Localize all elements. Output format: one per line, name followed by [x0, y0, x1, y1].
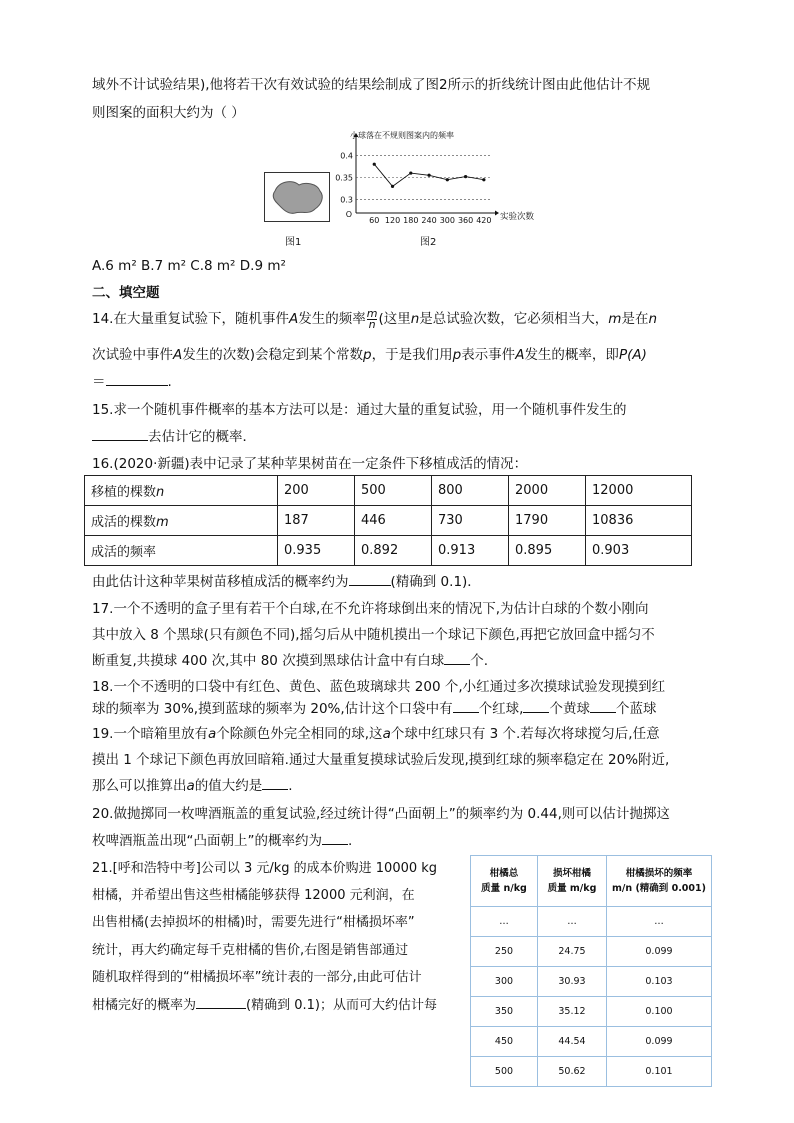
q16-after [92, 570, 481, 590]
q14-line2 [92, 343, 647, 363]
table-header-cell: 柑橘损坏的频率 m/n (精确到 0.001) [607, 856, 712, 907]
q16-text: 由此估计这种苹果树苗移植成活的概率约为 [92, 574, 349, 590]
table-cell: 30.93 [538, 967, 607, 997]
table-cell: 500 [355, 476, 432, 506]
q21-line2: 柑橘，并希望出售这些柑橘能够获得 12000 元利润，在 [92, 888, 415, 903]
q19-text: 的值大约是 [194, 778, 263, 794]
q21-text: (精确到 0.1)；从而可大约估计每 [246, 998, 437, 1013]
table-row [85, 476, 692, 506]
data-point [409, 171, 412, 174]
table-cell: 187 [278, 506, 355, 536]
table-cell: 0.103 [607, 967, 712, 997]
q14-text: 是总试验次数，它必须相当大， [419, 311, 609, 327]
q20-text: 枚啤酒瓶盖出现“凸面朝上”的概率约为 [92, 833, 322, 849]
table-cell: 0.101 [607, 1057, 712, 1087]
figure-1 [264, 172, 330, 222]
q17-text: 个. [470, 653, 488, 669]
q19-text: . [288, 778, 293, 794]
data-point [464, 175, 467, 178]
q18-yellow-blank[interactable] [523, 700, 549, 713]
table-cell: 730 [432, 506, 509, 536]
data-point [373, 163, 376, 166]
table-cell: 800 [432, 476, 509, 506]
table-row [471, 967, 712, 997]
table-cell: 0.099 [607, 1027, 712, 1057]
q17-answer-blank[interactable] [444, 652, 470, 665]
figure-2-label: 图2 [420, 237, 437, 248]
figure-1-label: 图1 [285, 237, 302, 248]
q14-text: 发生的频率 [298, 311, 366, 327]
q14-line3 [92, 370, 172, 390]
q15-line2 [92, 425, 256, 445]
table-cell: 250 [471, 937, 538, 967]
table-cell: 0.892 [355, 536, 432, 566]
q19-var-a: a [207, 726, 217, 742]
data-point [391, 185, 394, 188]
data-point [446, 178, 449, 181]
table-header-row [471, 856, 712, 907]
q19-line3 [92, 774, 293, 794]
table-row [471, 907, 712, 937]
q18-text: 球的频率为 30%,摸到蓝球的频率为 20%,估计这个口袋中有 [92, 701, 453, 717]
x-tick-label: 180 [403, 216, 419, 225]
q21-line1: 21.[呼和浩特中考]公司以 3 元/kg 的成本价购进 10000 kg [92, 861, 438, 876]
data-point [427, 174, 430, 177]
y-tick-label: 0.3 [340, 195, 353, 205]
frac-num: m [366, 306, 378, 320]
q19-answer-blank[interactable] [262, 777, 288, 790]
q19-var-a: a [186, 778, 195, 794]
q15-line1: 15.求一个随机事件概率的基本方法可以是：通过大量的重复试验，用一个随机事件发生的 [92, 402, 627, 418]
table-cell: 0.100 [607, 997, 712, 1027]
q21-table [470, 855, 712, 1087]
q14-text: 发生的概率，即 [524, 347, 619, 363]
frequency-line-chart [335, 130, 535, 240]
q14-var: A [515, 347, 525, 363]
x-tick-label: 240 [421, 216, 437, 225]
table-row [471, 997, 712, 1027]
q17-text: 断重复,共摸球 400 次,其中 80 次摸到黑球估计盒中有白球 [92, 653, 445, 669]
q14-text: ＝ [92, 374, 106, 390]
q21-text: 柑橘完好的概率为 [92, 998, 197, 1013]
table-cell: 2000 [509, 476, 586, 506]
q13-options: A.6 m² B.7 m² C.8 m² D.9 m² [92, 258, 286, 274]
q15-text: 去估计它的概率． [148, 429, 256, 445]
table-cell: 0.913 [432, 536, 509, 566]
q17-line3 [92, 649, 488, 669]
table-cell: 0.935 [278, 536, 355, 566]
data-point [482, 178, 485, 181]
q16-table [84, 475, 692, 566]
table-cell: 44.54 [538, 1027, 607, 1057]
q14-var: P(A) [618, 347, 647, 363]
table-cell: … [471, 907, 538, 937]
x-axis-title: 实验次数 [500, 212, 535, 222]
q18-line1: 18.一个不透明的口袋中有红色、黄色、蓝色玻璃球共 200 个,小红通过多次摸球试验发现摸到红 [92, 679, 666, 695]
q13-line2: 则图案的面积大约为（ ） [92, 105, 245, 121]
q19-text: 19.一个暗箱里放有 [92, 726, 208, 742]
q14-text: 表示事件 [461, 347, 516, 363]
q14-text: ，于是我们用 [371, 347, 453, 363]
table-row [85, 536, 692, 566]
y-axis-title: 小球落在不规则图案内的频率 [350, 131, 454, 140]
q14-answer-blank[interactable] [106, 373, 168, 386]
q19-var-a: a [382, 726, 391, 742]
x-tick-label: 300 [439, 216, 455, 225]
q19-text: 个除颜色外完全相同的球,这 [216, 726, 383, 742]
q14-text: 发生的次数)会稳定到某个常数 [182, 347, 364, 363]
table-cell: 350 [471, 997, 538, 1027]
q19-line1 [92, 722, 660, 742]
q21-line4: 统计，再大约确定每千克柑橘的售价,右图是销售部通过 [92, 943, 409, 958]
table-cell: 移植的棵数n [85, 476, 278, 506]
q21-answer-blank[interactable] [196, 996, 246, 1009]
y-tick-label: 0.4 [340, 151, 353, 161]
table-cell: 50.62 [538, 1057, 607, 1087]
q20-line2 [92, 829, 352, 849]
q14-var: p [363, 347, 372, 363]
table-header-cell: 柑橘总 质量 n/kg [471, 856, 538, 907]
q18-blue-blank[interactable] [590, 700, 616, 713]
table-header-cell: 损坏柑橘 质量 m/kg [538, 856, 607, 907]
q14-text: 次试验中事件 [92, 347, 173, 363]
q19-line2: 摸出 1 个球记下颜色再放回暗箱.通过大量重复摸球试验后发现,摸到红球的频率稳定在 20%附近, [92, 752, 670, 768]
fraction-m-over-n [366, 306, 378, 331]
q14-line1 [92, 307, 657, 330]
y-tick-label: 0.35 [335, 173, 353, 183]
table-row [471, 1057, 712, 1087]
table-cell: 0.895 [509, 536, 586, 566]
x-tick-label: 360 [457, 216, 474, 225]
table-cell: 0.099 [607, 937, 712, 967]
q16-answer-blank[interactable] [349, 573, 391, 586]
table-cell: 10836 [586, 506, 692, 536]
q18-text: 个蓝球 [615, 701, 657, 717]
section-title: 二、填空题 [92, 285, 160, 301]
table-cell: 446 [355, 506, 432, 536]
frac-den: n [368, 317, 376, 331]
table-cell: 成活的棵数m [85, 506, 278, 536]
origin-label: O [345, 210, 352, 219]
q14-var: A [173, 347, 183, 363]
q14-text: 14.在大量重复试验下，随机事件 [92, 311, 289, 327]
q13-line1: 域外不计试验结果),他将若干次有效试验的结果绘制成了图2所示的折线统计图由此他估计不规 [92, 77, 651, 93]
q16-intro: 16.(2020·新疆)表中记录了某种苹果树苗在一定条件下移植成活的情况： [92, 456, 528, 472]
x-tick-label: 420 [476, 216, 492, 225]
q14-var-a: A [288, 311, 299, 327]
q18-text: 个红球, [478, 701, 524, 717]
q20-line1: 20.做抛掷同一枚啤酒瓶盖的重复试验,经过统计得“凸面朝上”的频率约为 0.44,则可以估计抛掷这 [92, 806, 670, 822]
table-cell: 300 [471, 967, 538, 997]
table-cell: 500 [471, 1057, 538, 1087]
q14-text: (这里 [378, 311, 411, 327]
table-row [471, 937, 712, 967]
table-cell: 24.75 [538, 937, 607, 967]
table-cell: 450 [471, 1027, 538, 1057]
q19-text: 那么可以推算出 [92, 778, 187, 794]
x-axis-arrow [495, 211, 499, 216]
q14-var-n: n [648, 311, 658, 327]
table-row [471, 1027, 712, 1057]
q18-text: 个黄球 [549, 701, 590, 717]
q18-red-blank[interactable] [453, 700, 479, 713]
q14-var-n: n [410, 311, 420, 327]
q21-line3: 出售柑橘(去掉损坏的柑橘)时，需要先进行“柑橘损坏率” [92, 915, 415, 930]
q20-answer-blank[interactable] [322, 832, 348, 845]
q21-line5: 随机取样得到的“柑橘损坏率”统计表的一部分,由此可估计 [92, 970, 422, 985]
table-cell: 1790 [509, 506, 586, 536]
q14-var: p [452, 347, 462, 363]
table-cell: 0.903 [586, 536, 692, 566]
q16-text: (精确到 0.1)． [390, 574, 481, 590]
q19-text: 个球中红球只有 3 个.若每次将球搅匀后,任意 [390, 726, 660, 742]
table-cell: 成活的频率 [85, 536, 278, 566]
table-cell: … [538, 907, 607, 937]
q17-line1: 17.一个不透明的盒子里有若干个白球,在不允许将球倒出来的情况下,为估计白球的个数小刚向 [92, 601, 649, 617]
table-cell: 35.12 [538, 997, 607, 1027]
table-row [85, 506, 692, 536]
q21-line6 [92, 994, 437, 1013]
q14-var-m: m [608, 311, 622, 327]
table-cell: … [607, 907, 712, 937]
q17-line2: 其中放入 8 个黑球(只有颜色不同),摇匀后从中随机摸出一个球记下颜色,再把它放回盒中摇匀不 [92, 627, 655, 643]
x-tick-label: 60 [369, 216, 380, 225]
irregular-shape [265, 173, 329, 221]
q14-text: . [167, 374, 172, 390]
q15-answer-blank[interactable] [92, 428, 148, 441]
table-cell: 12000 [586, 476, 692, 506]
table-cell: 200 [278, 476, 355, 506]
q20-text: . [348, 833, 353, 849]
q14-text: 是在 [621, 311, 649, 327]
x-tick-label: 120 [384, 216, 401, 225]
q18-line2 [92, 697, 656, 717]
